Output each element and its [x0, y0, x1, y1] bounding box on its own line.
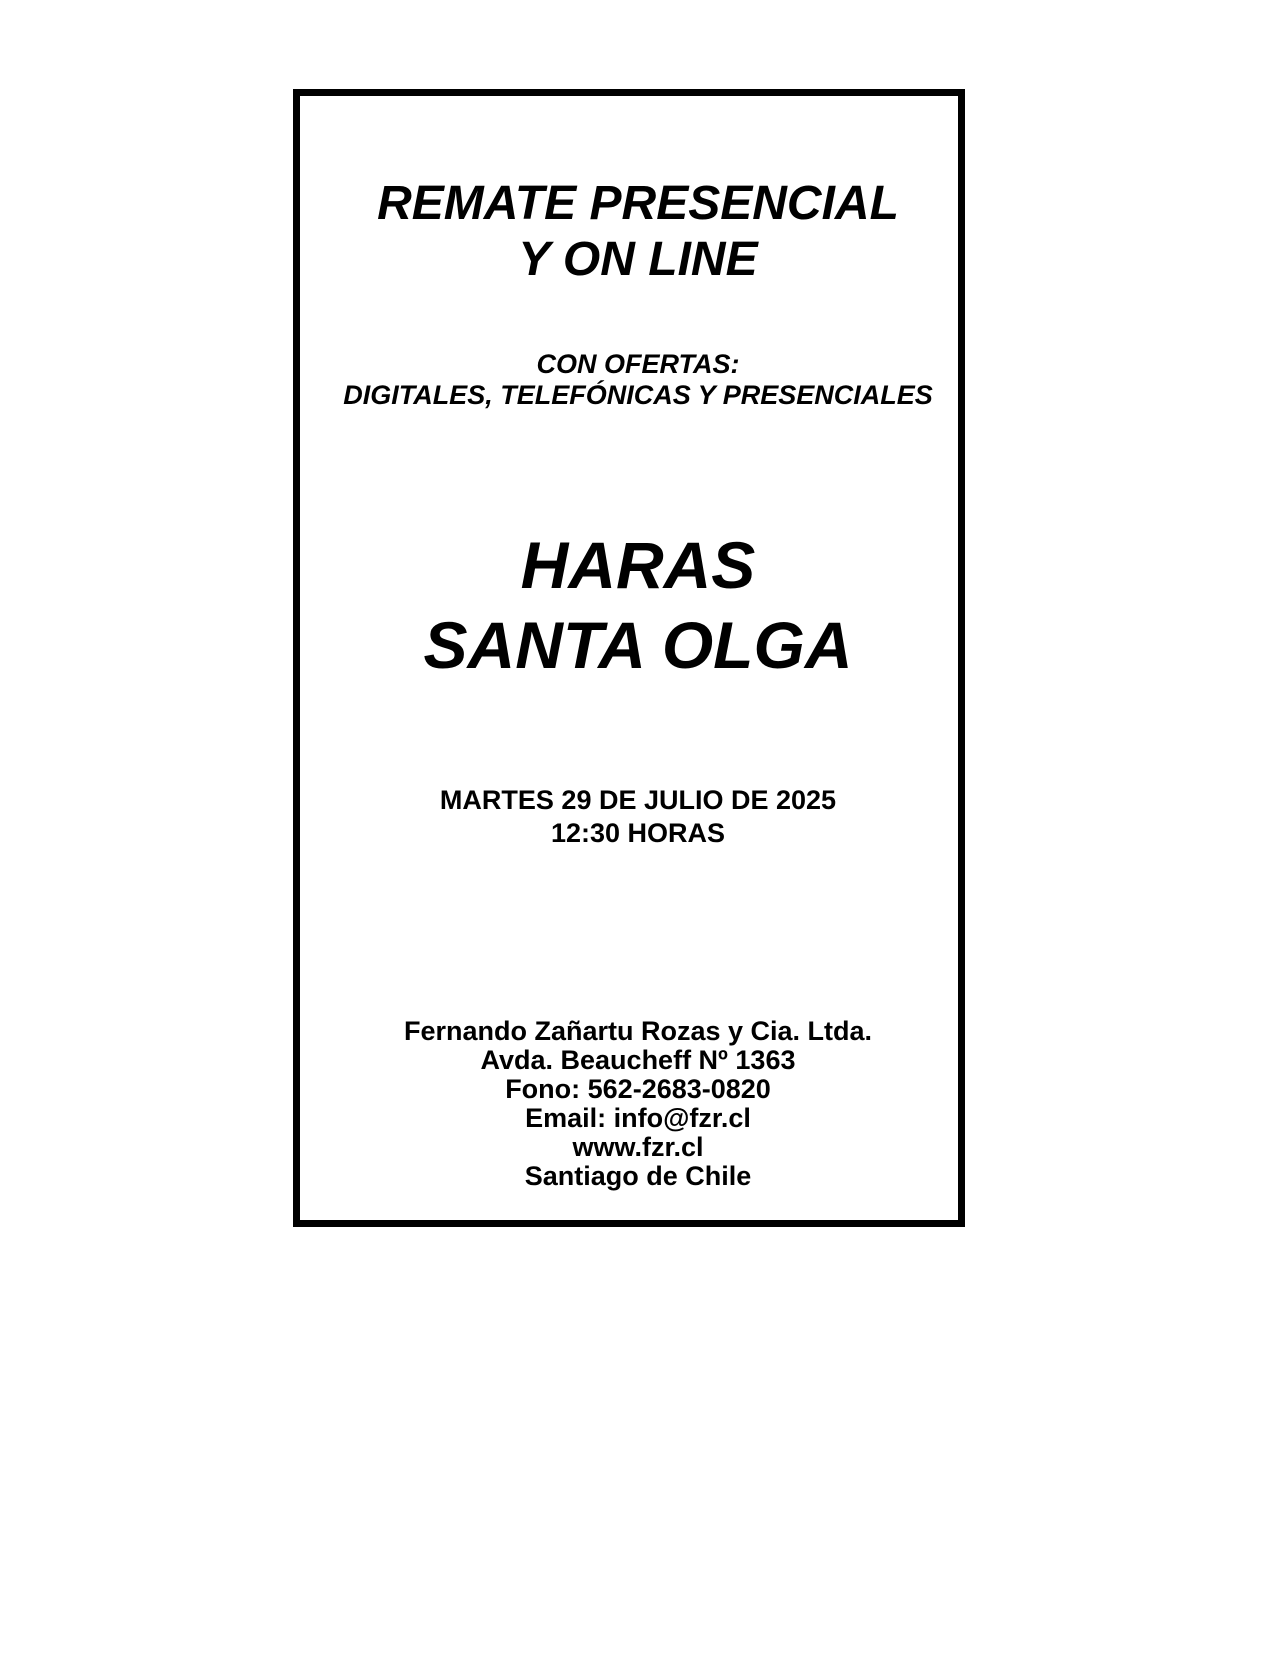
- company-city: Santiago de Chile: [524, 1161, 752, 1191]
- offers-line-2: DIGITALES, TELEFÓNICAS Y PRESENCIALES: [343, 380, 933, 410]
- auction-time: 12:30 HORAS: [550, 818, 726, 848]
- haras-title: HARAS: [520, 528, 756, 602]
- company-website: www.fzr.cl: [572, 1132, 704, 1162]
- company-address: Avda. Beaucheff Nº 1363: [480, 1045, 796, 1075]
- offers-line-1: CON OFERTAS:: [536, 349, 740, 379]
- company-email: Email: info@fzr.cl: [525, 1103, 751, 1133]
- auction-date: MARTES 29 DE JULIO DE 2025: [439, 785, 837, 815]
- haras-name: SANTA OLGA: [423, 608, 853, 682]
- heading-line-2: Y ON LINE: [518, 233, 758, 286]
- company-name: Fernando Zañartu Rozas y Cia. Ltda.: [403, 1016, 873, 1046]
- company-phone: Fono: 562-2683-0820: [505, 1074, 771, 1104]
- heading-line-1: REMATE PRESENCIAL: [377, 177, 899, 230]
